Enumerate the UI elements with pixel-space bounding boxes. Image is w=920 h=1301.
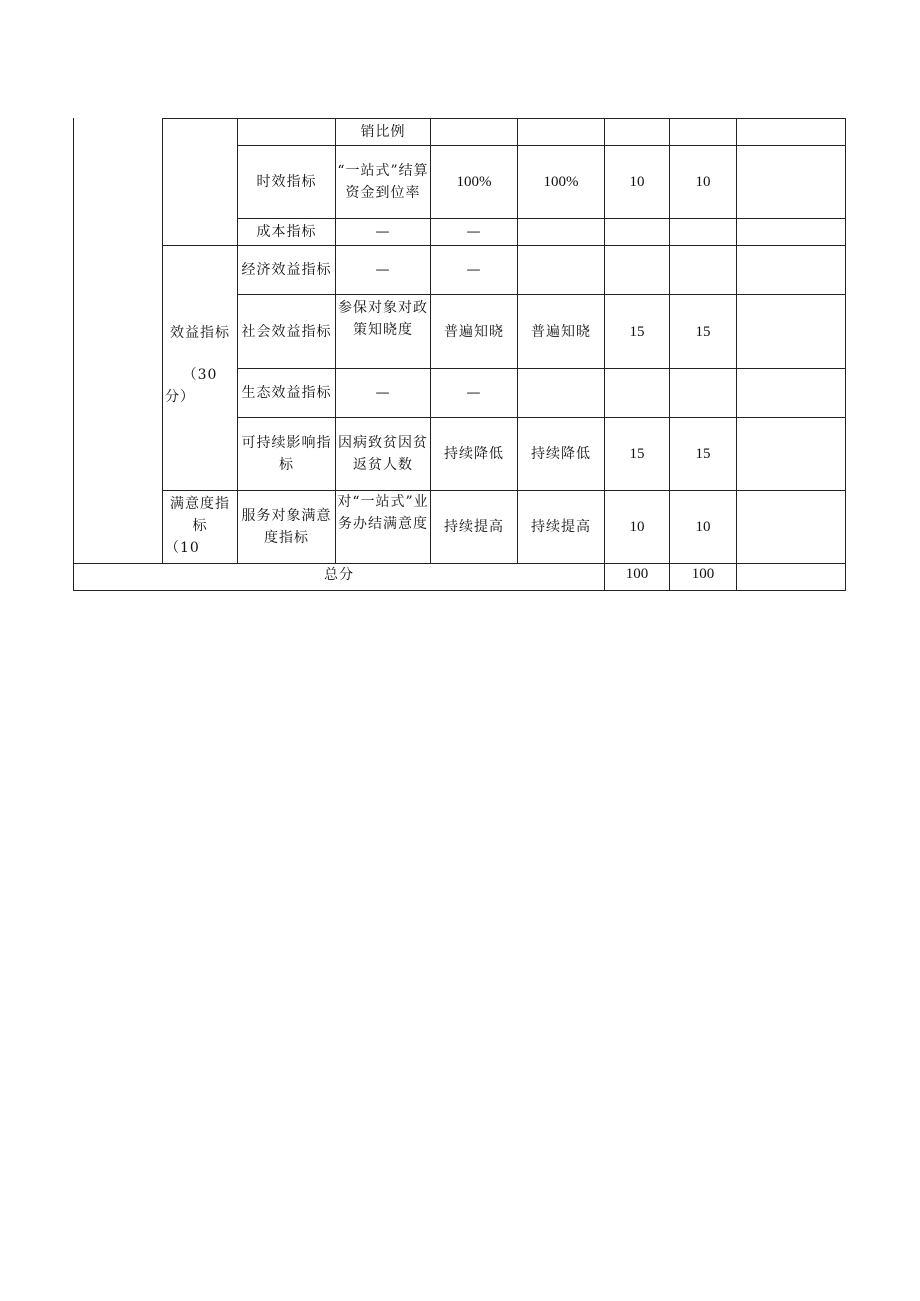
- category-benefit-line: 效益指标: [170, 325, 230, 341]
- table-cell-actual: 100%: [543, 174, 579, 190]
- category-satisfaction-line: 满意度指: [170, 496, 230, 512]
- table-cell-annual-target: —: [466, 224, 482, 240]
- table-cell-value: —: [375, 385, 391, 401]
- table-cell-value: “一站式”结算资金到位率: [337, 163, 429, 201]
- total-score: 100: [691, 566, 715, 582]
- category-satisfaction-line: 标: [192, 518, 208, 534]
- table-cell-weight: 15: [629, 323, 645, 340]
- category-satisfaction-line: （10: [165, 540, 200, 556]
- table-cell-annual-target: 持续提高: [444, 519, 504, 535]
- table-cell-actual: 持续提高: [531, 519, 591, 535]
- total-weight: 100: [625, 566, 649, 582]
- grid-line: [736, 118, 737, 591]
- table-cell-annual-target: —: [466, 262, 482, 278]
- table-cell-value: 销比例: [360, 124, 406, 140]
- table-cell-annual-target: —: [466, 385, 482, 401]
- table-cell-indicator: 经济效益指标: [241, 262, 332, 278]
- table-cell-value: —: [375, 262, 391, 278]
- table-cell-indicator: 生态效益指标: [241, 385, 332, 401]
- grid-line: [73, 118, 74, 591]
- table-cell-value: 对“一站式”业务办结满意度: [337, 494, 429, 532]
- table-cell-indicator: [238, 119, 335, 145]
- grid-line: [73, 590, 846, 591]
- table-cell-score: 15: [695, 323, 711, 340]
- table-cell-indicator: 成本指标: [256, 224, 317, 240]
- table-cell-actual: 持续降低: [531, 446, 591, 462]
- category-satisfaction: [163, 491, 237, 563]
- table-cell-indicator: 时效指标: [256, 174, 317, 190]
- table-cell-value: 参保对象对政策知晓度: [338, 300, 428, 338]
- table-cell-annual-target: 100%: [456, 174, 492, 190]
- category-benefit-line: （30: [182, 367, 218, 383]
- table-cell-indicator: 服务对象满意度指标: [241, 508, 332, 546]
- table-cell-value: 因病致贫因贫返贫人数: [338, 435, 428, 473]
- table-cell-indicator: 可持续影响指标: [241, 435, 332, 473]
- table-cell-actual: 普遍知晓: [531, 323, 591, 340]
- table-cell-score: 15: [695, 446, 711, 462]
- total-label: 总分: [324, 567, 354, 583]
- table-cell-annual-target: 普遍知晓: [444, 323, 504, 340]
- category-benefit-line: 分）: [165, 389, 195, 405]
- table-cell-weight: 15: [629, 446, 645, 462]
- table-cell-annual-target: 持续降低: [444, 446, 504, 462]
- table-cell-value: —: [375, 224, 391, 240]
- table-cell-score: 10: [695, 519, 711, 535]
- table-cell-score: 10: [695, 174, 711, 190]
- grid-line: [845, 118, 846, 591]
- table-cell-indicator: 社会效益指标: [241, 323, 332, 340]
- table-cell-weight: 10: [629, 519, 645, 535]
- table-cell-weight: 10: [629, 174, 645, 190]
